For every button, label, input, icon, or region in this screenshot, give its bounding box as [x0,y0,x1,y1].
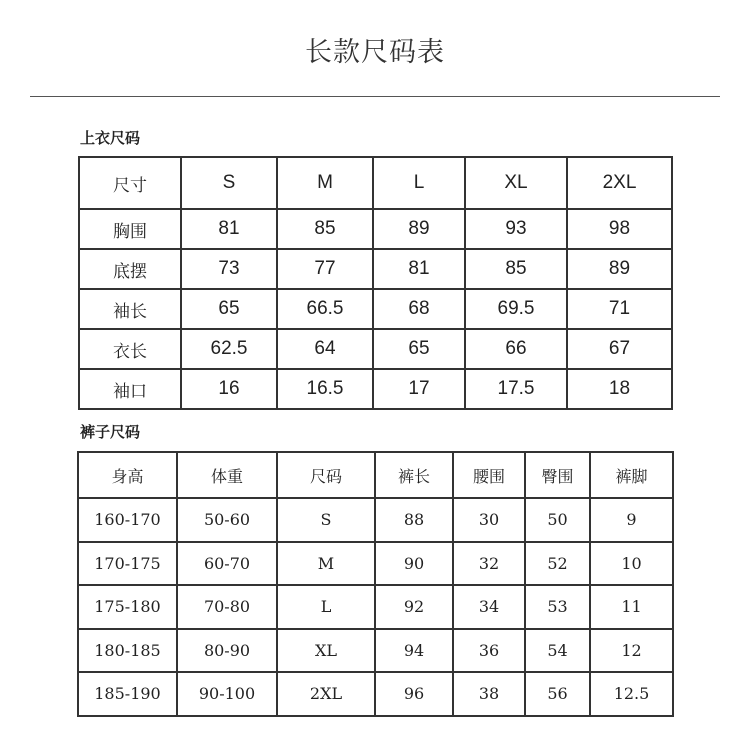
table-cell: 71 [567,289,672,329]
table-cell: 80-90 [177,629,277,673]
table-cell: 56 [525,672,590,716]
header-cell: S [181,157,277,209]
table-cell: 90 [375,542,453,586]
row-label: 底摆 [79,249,181,289]
table-cell: 65 [181,289,277,329]
table-cell: 70-80 [177,585,277,629]
table-row [78,542,673,586]
table-cell: 93 [465,209,567,249]
table-cell: 88 [375,498,453,542]
header-cell: 裤脚 [590,452,673,498]
title-divider [30,96,720,97]
header-cell: 体重 [177,452,277,498]
pants-size-label: 裤子尺码 [80,423,141,441]
table-row [78,672,673,716]
header-cell: 身高 [78,452,177,498]
row-label: 衣长 [79,329,181,369]
header-cell: 尺寸 [79,157,181,209]
table-cell: 12 [590,629,673,673]
table-cell: 81 [181,209,277,249]
table-row [79,249,672,289]
table-cell: 180-185 [78,629,177,673]
table-cell: 67 [567,329,672,369]
row-label: 袖长 [79,289,181,329]
table-cell: 36 [453,629,525,673]
table-cell: 30 [453,498,525,542]
table-cell: 62.5 [181,329,277,369]
table-cell: 10 [590,542,673,586]
table-cell: 2XL [277,672,375,716]
table-cell: 185-190 [78,672,177,716]
table-cell: 98 [567,209,672,249]
header-cell: 尺码 [277,452,375,498]
table-cell: 85 [277,209,373,249]
table-cell: 11 [590,585,673,629]
table-row [78,585,673,629]
table-cell: 60-70 [177,542,277,586]
table-cell: 17 [373,369,465,409]
table-cell: 16.5 [277,369,373,409]
table-cell: 81 [373,249,465,289]
table-cell: L [277,585,375,629]
table-cell: 160-170 [78,498,177,542]
table-cell: S [277,498,375,542]
page-title: 长款尺码表 [305,37,445,68]
table-cell: 34 [453,585,525,629]
table-cell: 65 [373,329,465,369]
header-cell: M [277,157,373,209]
table-cell: 54 [525,629,590,673]
table-cell: 89 [373,209,465,249]
table-cell: 12.5 [590,672,673,716]
table-cell: 17.5 [465,369,567,409]
table-cell: 66.5 [277,289,373,329]
table-cell: 32 [453,542,525,586]
row-label: 胸围 [79,209,181,249]
table-cell: 89 [567,249,672,289]
table-row [79,329,672,369]
table-row [79,209,672,249]
table-header-row [78,452,673,498]
table-cell: 90-100 [177,672,277,716]
header-cell: 臀围 [525,452,590,498]
table-cell: 52 [525,542,590,586]
table-cell: 53 [525,585,590,629]
table-cell: 68 [373,289,465,329]
table-row [78,629,673,673]
top-size-label: 上衣尺码 [80,129,141,147]
table-cell: 77 [277,249,373,289]
table-header-row [79,157,672,209]
table-cell: 50-60 [177,498,277,542]
table-cell: XL [277,629,375,673]
table-cell: 69.5 [465,289,567,329]
table-cell: M [277,542,375,586]
table-cell: 85 [465,249,567,289]
table-cell: 96 [375,672,453,716]
table-cell: 38 [453,672,525,716]
table-row [78,498,673,542]
table-cell: 170-175 [78,542,177,586]
table-cell: 73 [181,249,277,289]
table-cell: 9 [590,498,673,542]
table-cell: 66 [465,329,567,369]
header-cell: 2XL [567,157,672,209]
header-cell: L [373,157,465,209]
table-cell: 16 [181,369,277,409]
header-cell: XL [465,157,567,209]
header-cell: 裤长 [375,452,453,498]
table-row [79,369,672,409]
table-cell: 18 [567,369,672,409]
table-row [79,289,672,329]
header-cell: 腰围 [453,452,525,498]
table-cell: 94 [375,629,453,673]
top-size-table [78,156,673,410]
pants-size-table [77,451,674,717]
table-cell: 92 [375,585,453,629]
row-label: 袖口 [79,369,181,409]
table-cell: 64 [277,329,373,369]
table-cell: 175-180 [78,585,177,629]
table-cell: 50 [525,498,590,542]
